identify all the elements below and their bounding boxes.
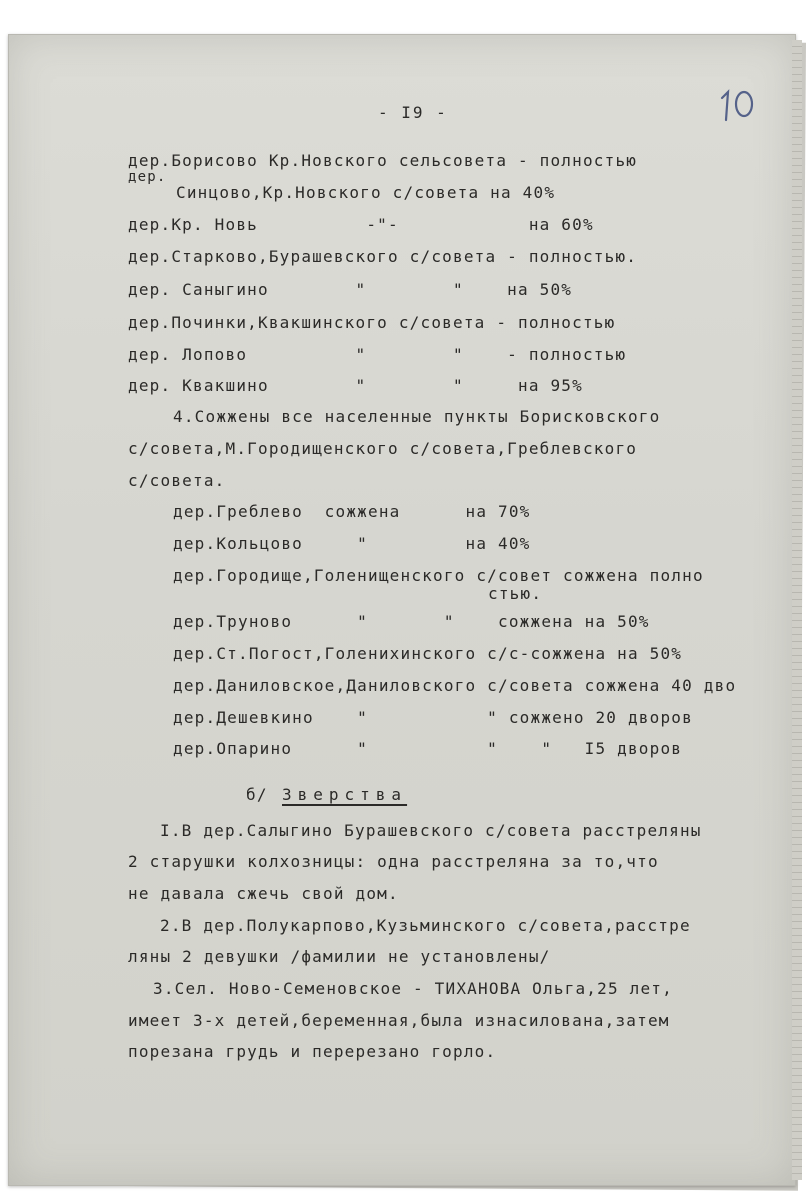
- text-line: имеет 3-х детей,беременная,была изнасилована,затем: [128, 1011, 670, 1030]
- section-marker: б/: [246, 785, 279, 804]
- text-line: дер.Починки,Квакшинского с/совета - полностью: [128, 313, 616, 332]
- text-line: ляны 2 девушки /фамилии не установлены/: [128, 947, 551, 966]
- handwritten-page-annotation: [716, 86, 762, 126]
- text-line: дер.Дешевкино " " сожжено 20 дворов: [173, 708, 693, 727]
- text-line: порезана грудь и перерезано горло.: [128, 1042, 497, 1061]
- text-line: дер. Квакшино " " на 95%: [128, 376, 583, 395]
- text-line: дер.: [128, 169, 167, 185]
- text-line: дер.Ст.Погост,Голенихинского с/с-сожжена на 50%: [173, 644, 683, 663]
- text-line: I.В дер.Салыгино Бурашевского с/совета расстреляны: [160, 821, 702, 840]
- text-line: 4.Сожжены все населенные пункты Борисковского: [173, 407, 661, 426]
- text-line: не давала сжечь свой дом.: [128, 884, 399, 903]
- text-line: дер.Греблево сожжена на 70%: [173, 502, 531, 521]
- text-line: с/совета.: [128, 471, 226, 490]
- text-line: дер.Борисово Кр.Новского сельсовета - полностью: [128, 151, 638, 170]
- text-line: стью.: [488, 584, 543, 603]
- text-line: дер.Старково,Бурашевского с/совета - полностью.: [128, 247, 638, 266]
- text-line: дер.Труново " " сожжена на 50%: [173, 612, 650, 631]
- text-line: дер.Городище,Голенищенского с/совет сожжена полно: [173, 566, 704, 585]
- text-line: дер. Лопово " " - полностью: [128, 345, 627, 364]
- page-number: - I9 -: [378, 103, 448, 122]
- text-line: дер.Кр. Новь -"- на 60%: [128, 215, 594, 234]
- text-line: дер.Кольцово " на 40%: [173, 534, 531, 553]
- text-line: 2.В дер.Полукарпово,Кузьминского с/совета,расстре: [160, 916, 691, 935]
- text-line: 2 старушки колхозницы: одна расстреляна за то,что: [128, 852, 659, 871]
- text-line: с/совета,М.Городищенского с/совета,Греблевского: [128, 439, 638, 458]
- stacked-page-edges: [792, 40, 802, 1180]
- text-line: 3.Сел. Ново-Семеновское - ТИХАНОВА Ольга,25 лет,: [153, 979, 673, 998]
- text-line: дер.Опарино " " " I5 дворов: [173, 739, 683, 758]
- text-line: Синцово,Кр.Новского с/совета на 40%: [176, 183, 556, 202]
- text-line: дер.Даниловское,Даниловского с/совета сожжена 40 дво: [173, 676, 737, 695]
- text-line: дер. Саныгино " " на 50%: [128, 280, 573, 299]
- section-heading: Зверства: [282, 785, 408, 804]
